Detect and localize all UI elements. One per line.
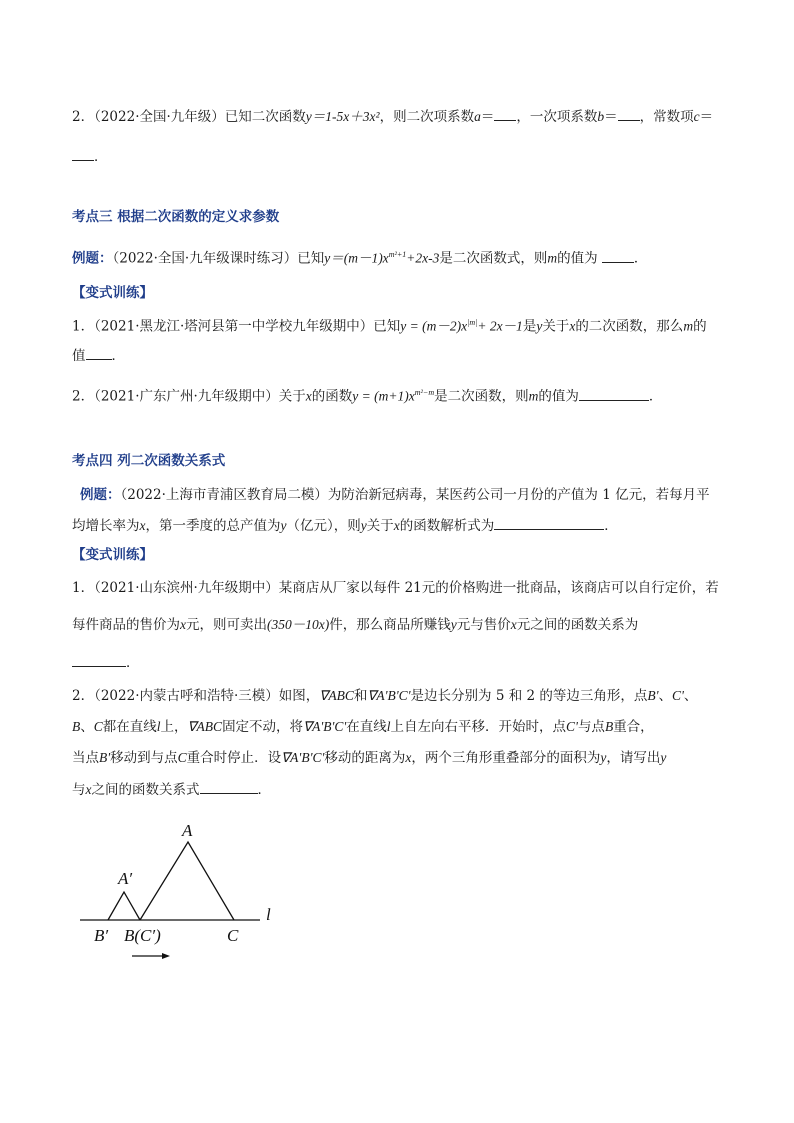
variant-label: 【变式训练】 xyxy=(72,547,153,563)
s4-v1-line3: ． xyxy=(72,652,726,673)
label-l: l xyxy=(266,905,271,924)
formula: y = (m－2)x xyxy=(400,318,468,334)
label-C: C xyxy=(227,926,239,945)
question-number: 2． xyxy=(72,109,95,125)
formula: y＝1-5x＋3x² xyxy=(305,109,380,124)
answer-blank[interactable] xyxy=(618,106,640,121)
example-line: 例题：（2022·全国·九年级课时练习）已知$y=(m-1)x^{m^2+1}+2x-3$是二次函数式，则m的值为 ． xyxy=(72,245,726,269)
label-A-prime: A′ xyxy=(118,869,133,888)
variant-label: 【变式训练】 xyxy=(72,285,153,301)
large-triangle xyxy=(140,842,234,920)
section-heading: 考点四 列二次函数关系式 xyxy=(72,453,226,469)
answer-blank[interactable] xyxy=(72,146,94,161)
formula: y＝(m－1)x xyxy=(324,250,389,266)
formula: (350－10x) xyxy=(267,617,330,632)
triangle-diagram xyxy=(78,818,288,968)
answer-blank[interactable] xyxy=(494,106,516,121)
s4-v1-line1: 1．（2021·山东滨州·九年级期中）某商店从厂家以每件 21元的价格购进一批商品，该商店可以自行定价，若 xyxy=(72,580,719,596)
question-source: （2022·全国·九年级） xyxy=(94,109,225,125)
answer-blank[interactable] xyxy=(602,248,634,263)
s4-v1-line2: 每件商品的售价为x元，则可卖出(350－10x)件，那么商品所赚钱y元与售价x元之间的函数关系为 xyxy=(72,617,639,633)
answer-blank[interactable] xyxy=(200,779,258,794)
answer-blank[interactable] xyxy=(494,515,604,530)
s3-v1-line1: 1．（2021·黑龙江·塔河县第一中学校九年级期中）已知$y = (m-2)x^{|m|}+ 2x-1$是y关于x的二次函数，那么m的 xyxy=(72,318,707,335)
s4-v2-line3: 当点B'移动到与点C重合时停止．设∇A'B'C'移动的距离为x，两个三角形重叠部分的面积为y，请写出y xyxy=(72,750,667,766)
s4-example-line1: 例题：（2022·上海市青浦区教育局二模）为防治新冠病毒，某医药公司一月份的产值为 1 亿元，若每月平 xyxy=(80,487,710,503)
answer-blank[interactable] xyxy=(86,345,112,360)
section-heading: 考点三 根据二次函数的定义求参数 xyxy=(72,209,280,225)
s3-v1-line2: 值 ． xyxy=(72,345,726,366)
formula: y = (m+1)x xyxy=(352,388,415,404)
label-B-prime: B′ xyxy=(94,926,109,945)
q2-line1: 2．（2022·全国·九年级）已知二次函数y＝1-5x＋3x²，则二次项系数a＝ ，一次项系数b＝ ，常数项c＝ xyxy=(72,106,726,127)
s4-v2-line1: 2．（2022·内蒙古呼和浩特·三模）如图，∇ABC和∇A'B'C'是边长分别为 5 和 2 的等边三角形，点B'、C'、 xyxy=(72,688,698,704)
answer-blank[interactable] xyxy=(579,386,649,401)
s3-v2-line: 2．（2021·广东广州·九年级期中）关于x的函数$y = (m+1)x^{m^2-m}$是二次函数，则m的值为 ． xyxy=(72,383,726,407)
s4-v2-line4: 与x之间的函数关系式 ． xyxy=(72,779,726,800)
arrow-head-icon xyxy=(162,953,170,959)
small-triangle xyxy=(108,892,140,920)
answer-blank[interactable] xyxy=(72,652,126,667)
q2-line2: ． xyxy=(72,146,726,167)
label-A: A xyxy=(182,821,193,840)
s4-example-line2: 均增长率为x，第一季度的总产值为y（亿元），则y关于x的函数解析式为 ． xyxy=(72,515,726,536)
label-B-C-prime: B(C′) xyxy=(124,926,161,945)
s4-v2-line2: B、C都在直线l上，∇ABC固定不动，将∇A'B'C'在直线l上自左向右平移．开始时，点C'与点B重合， xyxy=(72,719,654,735)
